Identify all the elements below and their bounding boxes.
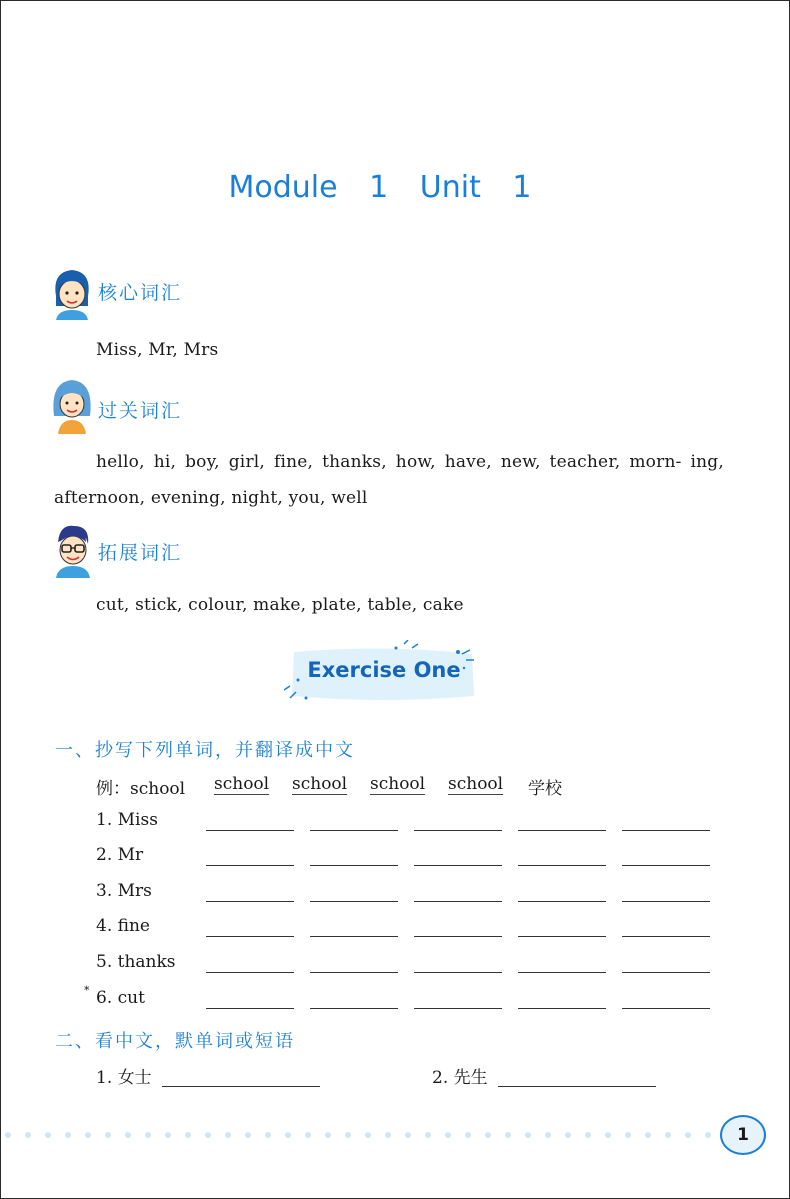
q1-example-copy: school xyxy=(292,774,348,794)
boy-avatar-icon xyxy=(50,522,96,578)
q1-item-row xyxy=(96,808,716,836)
answer-blank[interactable] xyxy=(518,901,606,902)
answer-blank[interactable] xyxy=(414,972,502,973)
answer-blank[interactable] xyxy=(206,972,294,973)
girl-avatar-icon xyxy=(50,266,94,320)
q1-example-translation: 学校 xyxy=(528,779,562,799)
q1-example-copy: school xyxy=(370,774,426,794)
answer-blank[interactable] xyxy=(622,830,710,831)
q1-item-label: 3. Mrs xyxy=(96,881,152,901)
q1-item-label: 6. cut xyxy=(96,988,145,1008)
exercise-banner-text: Exercise One xyxy=(307,658,461,682)
page-number: 1 xyxy=(720,1115,766,1155)
footer-dot xyxy=(245,1132,251,1138)
footer-dot xyxy=(665,1132,671,1138)
q1-item-label: 5. thanks xyxy=(96,952,176,972)
q1-item-row xyxy=(84,984,716,1014)
q2-item-label: 2. 先生 xyxy=(432,1068,488,1088)
q1-example-row xyxy=(96,772,716,800)
answer-blank[interactable] xyxy=(310,830,398,831)
footer-dot xyxy=(685,1132,691,1138)
answer-blank[interactable] xyxy=(310,936,398,937)
answer-blank[interactable] xyxy=(310,972,398,973)
page-title: Module 1 Unit 1 xyxy=(228,170,532,205)
footer-dot xyxy=(125,1132,131,1138)
q1-example-copy: school xyxy=(214,774,270,794)
q1-example-copy: school xyxy=(448,774,504,794)
footer-dot xyxy=(185,1132,191,1138)
pass-vocab-title: 过关词汇 xyxy=(98,400,183,422)
footer-dot xyxy=(345,1132,351,1138)
answer-blank[interactable] xyxy=(498,1086,656,1087)
answer-blank[interactable] xyxy=(518,865,606,866)
girl-avatar-icon xyxy=(50,376,94,434)
q1-item-label: 4. fine xyxy=(96,916,150,936)
answer-blank[interactable] xyxy=(518,1008,606,1009)
footer-dot xyxy=(365,1132,371,1138)
footer-dot xyxy=(205,1132,211,1138)
answer-blank[interactable] xyxy=(414,865,502,866)
q1-item-row xyxy=(96,914,716,942)
q1-item-label: 2. Mr xyxy=(96,845,144,865)
q1-example-prefix: 例：school xyxy=(96,779,186,799)
answer-blank[interactable] xyxy=(206,936,294,937)
footer-dot xyxy=(5,1132,11,1138)
answer-blank[interactable] xyxy=(622,865,710,866)
optional-star-marker: * xyxy=(84,984,90,997)
q1-item-label: 1. Miss xyxy=(96,810,158,830)
q2-item-label: 1. 女士 xyxy=(96,1068,152,1088)
footer-dot xyxy=(485,1132,491,1138)
core-vocab-words: Miss, Mr, Mrs xyxy=(96,340,219,360)
footer-dot xyxy=(25,1132,31,1138)
footer-dot xyxy=(265,1132,271,1138)
answer-blank[interactable] xyxy=(206,1008,294,1009)
answer-blank[interactable] xyxy=(310,865,398,866)
footer-dot xyxy=(645,1132,651,1138)
answer-blank[interactable] xyxy=(310,901,398,902)
footer-dot xyxy=(605,1132,611,1138)
answer-blank[interactable] xyxy=(206,865,294,866)
footer-dot xyxy=(65,1132,71,1138)
dotted-footer-decoration xyxy=(0,1128,720,1142)
q1-item-row xyxy=(96,843,716,871)
footer-dot xyxy=(85,1132,91,1138)
answer-blank[interactable] xyxy=(414,1008,502,1009)
answer-blank[interactable] xyxy=(414,901,502,902)
pass-vocab-words: hello, hi, boy, girl, fine, thanks, how, have, new, teacher, morn- ing, afternoon, evening, night, you, well xyxy=(54,452,724,508)
footer-dot xyxy=(425,1132,431,1138)
footer-dot xyxy=(225,1132,231,1138)
answer-blank[interactable] xyxy=(206,830,294,831)
answer-blank[interactable] xyxy=(518,972,606,973)
q1-title: 一、抄写下列单词，并翻译成中文 xyxy=(55,740,355,761)
footer-dot xyxy=(45,1132,51,1138)
answer-blank[interactable] xyxy=(622,936,710,937)
answer-blank[interactable] xyxy=(622,901,710,902)
q2-item xyxy=(432,1063,656,1088)
answer-blank[interactable] xyxy=(162,1086,320,1087)
footer-dot xyxy=(585,1132,591,1138)
answer-blank[interactable] xyxy=(622,972,710,973)
answer-blank[interactable] xyxy=(518,830,606,831)
q1-item-row xyxy=(96,950,716,978)
footer-dot xyxy=(465,1132,471,1138)
footer-dot xyxy=(385,1132,391,1138)
footer-dot xyxy=(445,1132,451,1138)
footer-dot xyxy=(625,1132,631,1138)
footer-dot xyxy=(405,1132,411,1138)
footer-dot xyxy=(145,1132,151,1138)
answer-blank[interactable] xyxy=(414,936,502,937)
answer-blank[interactable] xyxy=(622,1008,710,1009)
extend-vocab-words: cut, stick, colour, make, plate, table, cake xyxy=(96,595,464,615)
footer-dot xyxy=(305,1132,311,1138)
footer-dot xyxy=(285,1132,291,1138)
extend-vocab-title: 拓展词汇 xyxy=(98,542,183,564)
answer-blank[interactable] xyxy=(310,1008,398,1009)
core-vocab-title: 核心词汇 xyxy=(98,282,183,304)
exercise-banner xyxy=(284,640,484,710)
footer-dot xyxy=(705,1132,711,1138)
footer-dot xyxy=(325,1132,331,1138)
answer-blank[interactable] xyxy=(206,901,294,902)
footer-dot xyxy=(505,1132,511,1138)
q2-title: 二、看中文，默单词或短语 xyxy=(55,1031,295,1052)
answer-blank[interactable] xyxy=(414,830,502,831)
footer-dot xyxy=(565,1132,571,1138)
footer-dot xyxy=(105,1132,111,1138)
answer-blank[interactable] xyxy=(518,936,606,937)
footer-dot xyxy=(525,1132,531,1138)
footer-dot xyxy=(165,1132,171,1138)
footer-dot xyxy=(545,1132,551,1138)
q2-item xyxy=(96,1063,320,1088)
q1-item-row xyxy=(96,879,716,907)
